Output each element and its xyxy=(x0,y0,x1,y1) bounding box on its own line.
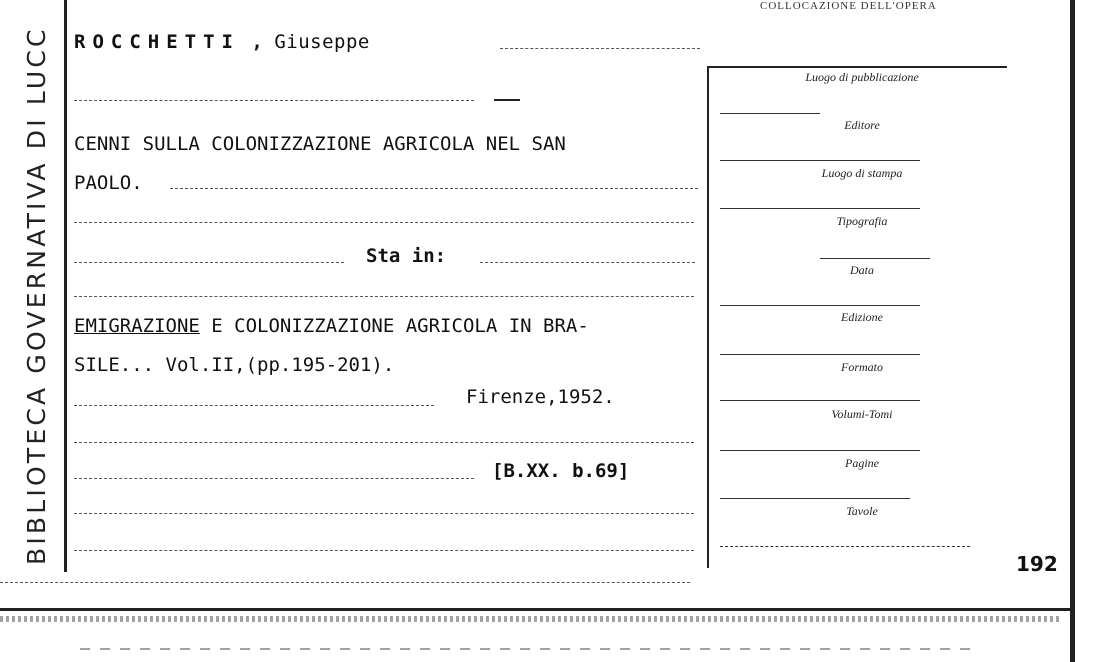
scan-noise xyxy=(80,648,980,650)
field-rule xyxy=(720,498,910,499)
dash-rule xyxy=(74,262,344,263)
field-rule xyxy=(720,354,920,355)
library-stamp: BIBLIOTECA GOVERNATIVA DI LUCC xyxy=(22,26,51,565)
dash-rule xyxy=(74,296,694,297)
right-panel-top-rule xyxy=(707,66,1007,68)
field-editore: Editore xyxy=(844,118,880,132)
card-bottom-edge xyxy=(0,608,1070,611)
field-tavole: Tavole xyxy=(846,504,878,518)
field-tipografia: Tipografia xyxy=(836,214,888,228)
field-rule xyxy=(720,113,820,114)
field-luogo-stampa: Luogo di stampa xyxy=(821,166,903,180)
dash-rule xyxy=(170,188,698,189)
dash-rule xyxy=(0,582,690,583)
field-rule xyxy=(720,450,920,451)
field-data: Data xyxy=(850,263,874,277)
dash-rule xyxy=(480,262,695,263)
left-margin-rule xyxy=(64,0,67,572)
field-rule xyxy=(720,208,920,209)
field-luogo-pubblicazione: Luogo di pubblicazione xyxy=(805,70,919,84)
right-panel-divider xyxy=(707,66,709,568)
field-formato: Formato xyxy=(841,360,883,374)
author-line xyxy=(74,31,370,53)
field-volumi-tomi: Volumi-Tomi xyxy=(831,407,893,421)
source-line-1 xyxy=(74,315,589,337)
title-line-1: CENNI SULLA COLONIZZAZIONE AGRICOLA NEL SAN xyxy=(74,133,566,155)
dash-rule xyxy=(74,442,694,443)
source-line-2: SILE... Vol.II,(pp.195-201). xyxy=(74,354,395,376)
field-edizione: Edizione xyxy=(841,310,883,324)
dash-rule xyxy=(74,550,694,551)
author-separator: , xyxy=(251,31,263,53)
dash-rule xyxy=(74,100,474,101)
dash-rule xyxy=(74,478,474,479)
field-rule xyxy=(720,305,920,306)
card-right-edge xyxy=(1070,0,1075,662)
dash-rule xyxy=(74,222,694,223)
field-rule xyxy=(820,258,930,259)
field-rule xyxy=(720,160,920,161)
sta-in-label: Sta in: xyxy=(366,245,447,267)
card-number: 192 xyxy=(1016,552,1058,576)
dash-rule xyxy=(500,48,700,49)
field-pagine: Pagine xyxy=(845,456,879,470)
dash-rule xyxy=(74,405,434,406)
short-rule xyxy=(494,99,520,101)
shelfmark: [B.XX. b.69] xyxy=(492,460,630,482)
author-first-name: Giuseppe xyxy=(274,31,370,53)
title-line-2: PAOLO. xyxy=(74,172,143,194)
place-year: Firenze,1952. xyxy=(466,386,615,408)
scan-noise xyxy=(0,616,1060,622)
field-rule xyxy=(720,546,970,547)
author-surname: ROCCHETTI xyxy=(74,31,240,53)
source-underlined: EMIGRAZIONE xyxy=(74,315,200,337)
dash-rule xyxy=(74,513,694,514)
collocazione-header: COLLOCAZIONE DELL'OPERA xyxy=(760,0,937,12)
field-rule xyxy=(720,400,920,401)
source-rest: E COLONIZZAZIONE AGRICOLA IN BRA- xyxy=(199,315,589,337)
